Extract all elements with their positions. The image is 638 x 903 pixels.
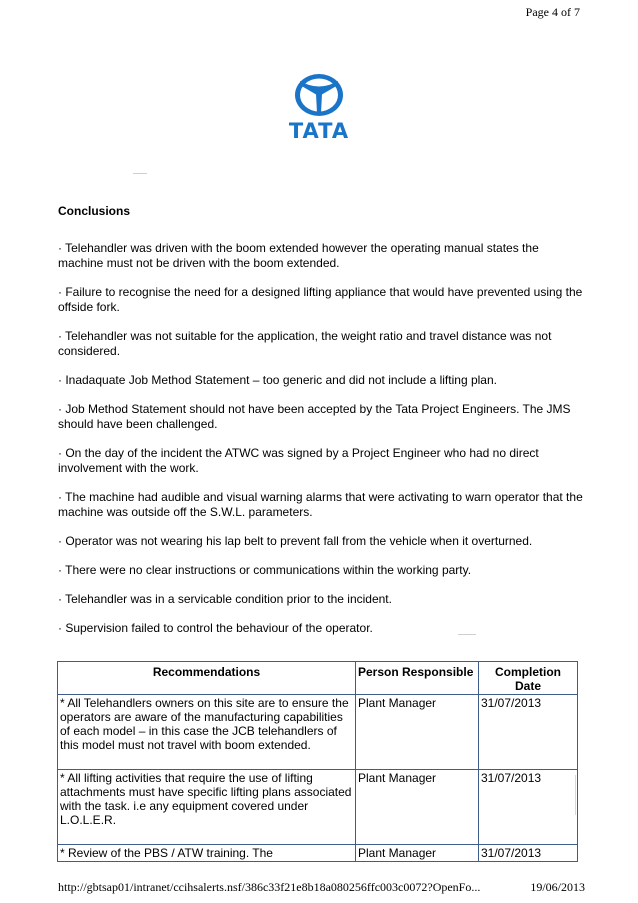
- tata-wordmark: TATA: [288, 119, 350, 143]
- header-completion-date: Completion Date: [479, 662, 578, 695]
- recommendation-cell: * All Telehandlers owners on this site are to ensure the operators are aware of the manufacturing capabilities of each model – in this case the JCB telehandlers of this model must not travel with boom extended.: [58, 695, 356, 770]
- conclusion-item: · Telehandler was not suitable for the application, the weight ratio and travel distance was not considered.: [58, 329, 552, 358]
- conclusion-item: · Telehandler was driven with the boom extended however the operating manual states the machine must not be driven with the boom extended.: [58, 241, 539, 270]
- person-cell: Plant Manager: [356, 845, 479, 862]
- page-number: Page 4 of 7: [525, 5, 580, 19]
- table-row: [58, 695, 578, 770]
- table-header-row: [58, 662, 578, 695]
- footer-url: http://gbtsap01/intranet/ccihsalerts.nsf/386c33f21e8b18a080256ffc003c0072?OpenFo...: [58, 880, 481, 894]
- table-row: [58, 845, 578, 862]
- scan-mark: [133, 173, 147, 174]
- scan-mark: [458, 634, 476, 635]
- conclusion-item: · Supervision failed to control the behaviour of the operator.: [58, 621, 373, 635]
- conclusion-item: · Failure to recognise the need for a designed lifting appliance that would have prevented using the offside fork.: [58, 285, 583, 314]
- person-cell: Plant Manager: [356, 695, 479, 770]
- conclusion-item: · Operator was not wearing his lap belt to prevent fall from the vehicle when it overturned.: [58, 534, 533, 548]
- conclusions-section: [58, 200, 583, 650]
- header-person-responsible: Person Responsible: [356, 662, 479, 695]
- table-row: [58, 770, 578, 845]
- conclusion-item: · There were no clear instructions or communications within the working party.: [58, 563, 472, 577]
- tata-emblem-icon: [283, 72, 355, 118]
- conclusion-item: · Job Method Statement should not have been accepted by the Tata Project Engineers. The JMS should have been challenged.: [58, 402, 571, 431]
- date-cell: 31/07/2013: [479, 695, 578, 770]
- scan-mark: [575, 775, 579, 815]
- date-cell: 31/07/2013: [479, 845, 578, 862]
- recommendation-cell: * Review of the PBS / ATW training. The: [58, 845, 356, 862]
- conclusion-item: · The machine had audible and visual warning alarms that were activating to warn operator that the machine was outside off the S.W.L. parameters.: [58, 490, 583, 519]
- header-recommendations: Recommendations: [58, 662, 356, 695]
- person-cell: Plant Manager: [356, 770, 479, 845]
- conclusion-item: · Telehandler was in a servicable condition prior to the incident.: [58, 592, 392, 606]
- footer-date: 19/06/2013: [530, 880, 585, 894]
- conclusion-item: · On the day of the incident the ATWC was signed by a Project Engineer who had no direct involvement with the work.: [58, 446, 539, 475]
- page-footer: [58, 880, 585, 895]
- conclusions-heading: Conclusions: [58, 204, 131, 218]
- conclusion-item: · Inadaquate Job Method Statement – too generic and did not include a lifting plan.: [58, 373, 497, 387]
- recommendations-table: [57, 661, 578, 862]
- tata-logo: [283, 72, 355, 143]
- date-cell: 31/07/2013: [479, 770, 578, 845]
- recommendation-cell: * All lifting activities that require the use of lifting attachments must have specific lifting plans associated with the task. i.e any equipment covered under L.O.L.E.R.: [58, 770, 356, 845]
